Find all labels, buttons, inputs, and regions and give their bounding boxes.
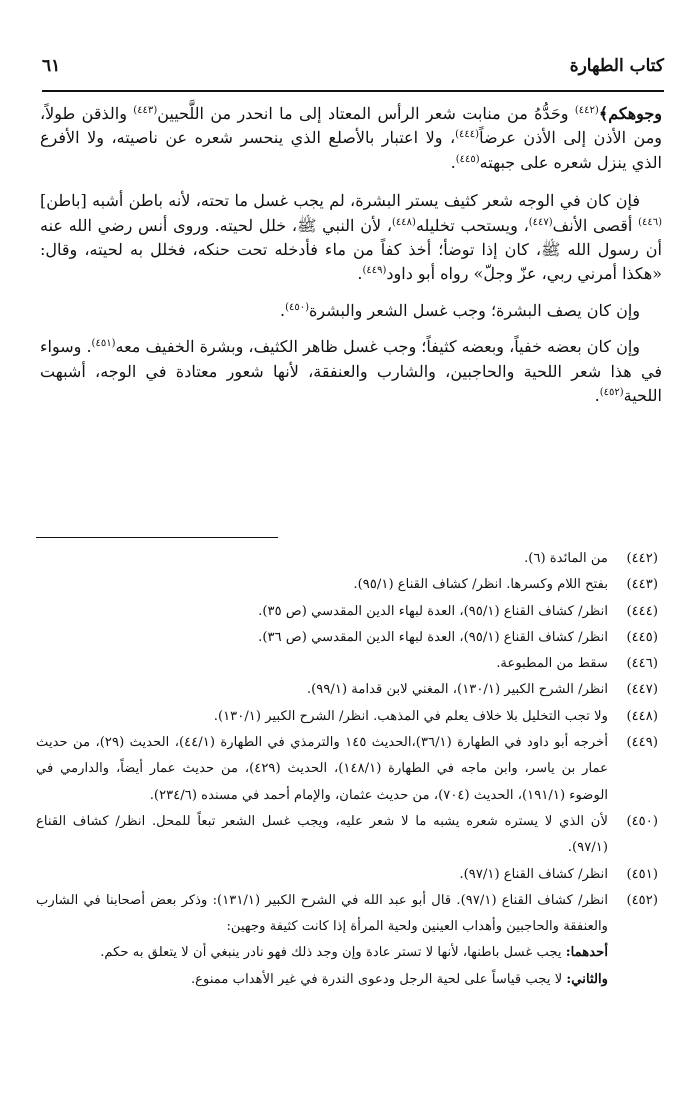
- paragraph-thin-hair: [40, 299, 662, 323]
- footnote-452: [36, 888, 664, 993]
- footnote-ref[interactable]: (٤٤٧): [528, 216, 553, 228]
- paragraph-text: فإن كان في الوجه شعر كثيف يستر البشرة، لم يجب غسل ما تحته، لأنه باطن أشبه [باطن]: [40, 191, 640, 211]
- footnote-number: (٤٤٢): [626, 551, 658, 566]
- footnote-442: [36, 546, 664, 572]
- footnote-ref[interactable]: (٤٤٣): [133, 105, 158, 116]
- paragraph-text: والذقن طولاً، ومن الأذن إلى الأذن عرضاً: [40, 104, 663, 148]
- paragraph-text: .: [594, 386, 600, 406]
- footnote-text: من المائدة (٦).: [524, 551, 608, 566]
- running-header: [42, 56, 664, 86]
- footnote-ref[interactable]: (٤٤٩): [362, 265, 387, 277]
- paragraph-text: .: [450, 152, 456, 172]
- footnote-label: والثاني:: [566, 971, 608, 987]
- footnote-ref[interactable]: (٤٤٨): [392, 216, 416, 228]
- footnote-text: لأن الذي لا يستره شعره يشبه ما لا شعر عليه، ويجب غسل الشعر تبعاً للمحل. انظر/ كشاف القناع (٩٧/١).: [36, 813, 608, 856]
- paragraph-text: ، ولا اعتبار بالأصلع الذي ينحسر شعره عن ناصيته، ولا الأفرع الذي ينزل شعره على جبهته: [40, 128, 662, 172]
- paragraph-text: .: [357, 264, 363, 284]
- footnote-ref[interactable]: (٤٥١): [91, 338, 116, 350]
- footnote-number: (٤٤٣): [626, 577, 658, 593]
- footnote-ref[interactable]: (٤٥٠): [285, 301, 310, 313]
- footnote-number: (٤٥٢): [626, 892, 658, 908]
- paragraph-text: وحَدُّهُ من منابت شعر الرأس المعتاد إلى ما انحدر من اللَّحيين: [157, 104, 575, 123]
- footnote-text: انظر/ كشاف القناع (٩٥/١)، العدة لبهاء الدين المقدسي (ص ٣٦).: [258, 629, 608, 645]
- footnote-text: ولا تجب التخليل بلا خلاف يعلم في المذهب. انظر/ الشرح الكبير (١٣٠/١).: [213, 708, 608, 724]
- footnote-text: بفتح اللام وكسرها. انظر/ كشاف القناع (٩٥/١).: [353, 577, 608, 593]
- footnote-444: [36, 599, 664, 625]
- footnote-number: (٤٤٩): [626, 735, 658, 751]
- paragraph-text: .: [280, 300, 286, 320]
- footnote-445: [36, 625, 664, 651]
- paragraph-text: ، ويستحب تخليله: [415, 215, 529, 235]
- footnote-443: [36, 572, 664, 598]
- paragraph-thick-hair: [40, 189, 662, 287]
- footnote-ref[interactable]: (٤٤٤): [455, 129, 480, 141]
- footnote-text: لا يجب قياساً على لحية الرجل ودعوى الندرة في غير الأهداب ممنوع.: [190, 971, 567, 987]
- footnote-text: أخرجه أبو داود في الطهارة (٣٦/١)،الحديث ١٤٥ والترمذي في الطهارة (٤٤/١)، الحديث (٢٩)، من حديث عمار بن ياسر، وابن ماجه في الطهارة (١٤٨/١)، الحديث (٤٢٩)، من حديث عمار أيضاً، والدارمي في الوضوء (١٩١/١)، الحديث (٧٠٤)، من حديث عثمان، والإمام أحمد في مسنده (٢٣٤/٦).: [36, 735, 608, 803]
- paragraph-text: وإن كان يصف البشرة؛ وجب غسل الشعر والبشرة: [309, 300, 640, 320]
- paragraph-text: أقصى الأنف: [552, 215, 639, 235]
- footnote-ref[interactable]: (٤٤٦): [638, 216, 663, 228]
- footnote-448: [36, 704, 664, 730]
- footnote-number: (٤٤٧): [626, 682, 658, 698]
- footnote-body: [36, 888, 608, 993]
- footnote-ref[interactable]: (٤٤٥): [455, 153, 480, 165]
- footnote-451: [36, 862, 664, 888]
- footnote-text: انظر/ كشاف القناع (٩٧/١). قال أبو عبد الله في الشرح الكبير (١٣١/١): وذكر بعض أصحابنا في الشارب والعنفقة والحاجبين وأهداب العينين ولحية المرأة إذا كانت كثيفة وجهين:: [36, 892, 609, 935]
- footnote-number: (٤٤٦): [626, 656, 658, 672]
- footnote-ref[interactable]: (٤٥٢): [599, 387, 624, 399]
- footnote-text: سقط من المطبوعة.: [496, 656, 608, 672]
- footnote-number: (٤٥١): [626, 866, 658, 882]
- paragraph-text: وإن كان بعضه خفياً، وبعضه كثيفاً؛ وجب غسل ظاهر الكثيف، وبشرة الخفيف معه: [115, 337, 640, 357]
- footnotes-section: [36, 546, 664, 993]
- paragraph-text: ، لأن النبي ﷺ، خلل لحيته. وروى أنس رضي الله عنه أن رسول الله ﷺ، كان إذا توضأ؛ أخذ كفاً من ماء فأدخله تحت حنكه، فخلل به لحيته، وقال: «هكذا أمرني ربي، عزّ وجلّ» رواه أبو داود: [40, 215, 662, 284]
- footnote-text: انظر/ كشاف القناع (٩٧/١).: [459, 866, 608, 882]
- header-rule: [42, 90, 664, 92]
- footnote-text: انظر/ كشاف القناع (٩٥/١)، العدة لبهاء الدين المقدسي (ص ٣٥).: [258, 603, 608, 619]
- paragraph-mixed-hair: [40, 335, 662, 408]
- chapter-title: كتاب الطهارة: [569, 56, 664, 76]
- footnote-text: انظر/ الشرح الكبير (١٣٠/١)، المغني لابن قدامة (٩٩/١).: [306, 682, 608, 698]
- paragraph-face-definition: [40, 102, 662, 175]
- footnote-number: (٤٤٨): [626, 708, 658, 724]
- main-text: [40, 102, 662, 420]
- footnote-449: [36, 730, 664, 809]
- page-number: ٦١: [42, 56, 61, 76]
- footnote-ref[interactable]: (٤٤٢): [574, 105, 599, 116]
- footnote-number: (٤٥٠): [626, 813, 658, 829]
- footnote-label: أحدهما:: [565, 945, 608, 961]
- footnote-446: [36, 651, 664, 677]
- quran-quote: وجوهكم﴾: [598, 104, 663, 123]
- paragraph-text: . وسواء في هذا شعر اللحية والحاجبين، والشارب والعنفقة، لأنها شعور معتادة في الوجه، أشبهت اللحية: [40, 337, 662, 406]
- footnote-number: (٤٤٤): [626, 603, 658, 619]
- footnote-text: يجب غسل باطنها، لأنها لا تستر عادة وإن وجد ذلك فهو نادر ينبغي أن لا يتعلق به حكم.: [100, 945, 566, 961]
- footnote-447: [36, 677, 664, 703]
- footnote-separator: [36, 537, 278, 538]
- footnote-450: [36, 809, 664, 862]
- footnote-number: (٤٤٥): [626, 629, 658, 645]
